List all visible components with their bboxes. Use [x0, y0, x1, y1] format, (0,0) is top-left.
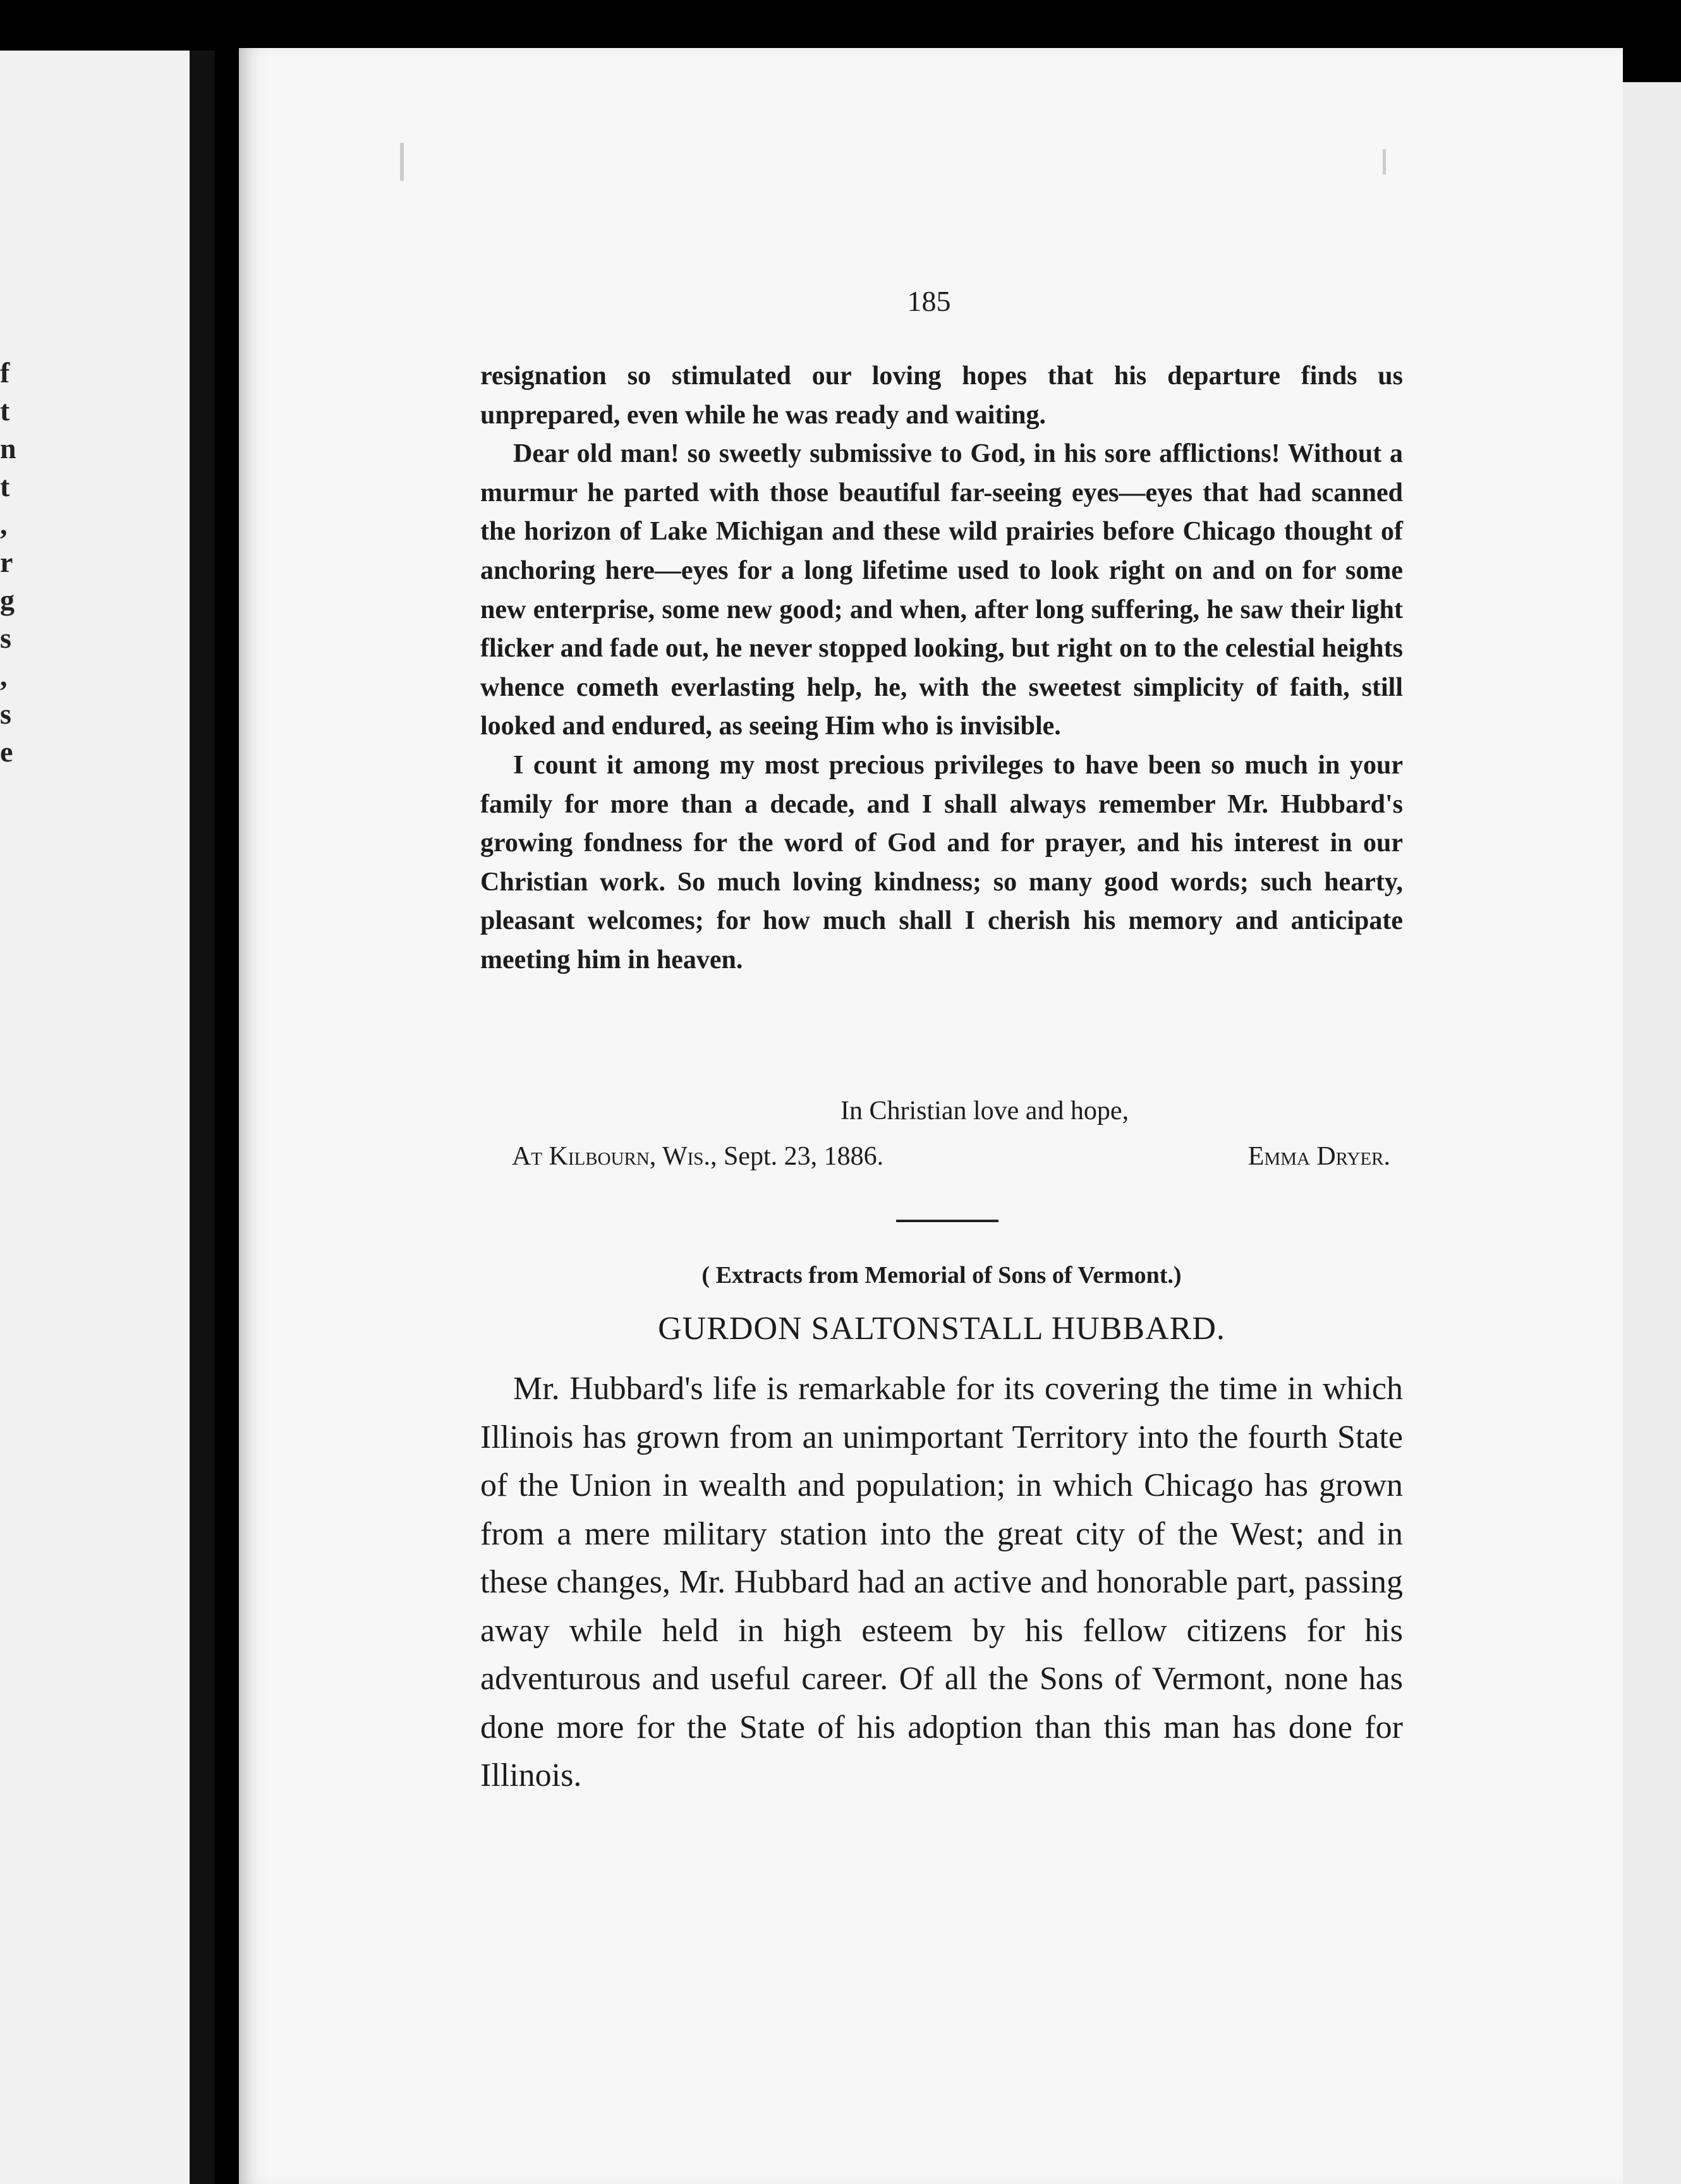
letter-paragraph: I count it among my most precious privileges to have been so much in your family for more than a decade, and I shall always remember Mr. Hubbard's growing fondness for the word of God and for prayer, and his interest in our Christian work. So much loving kindness; so many good words; such hearty, pleasant welcomes; for how much shall I cherish his memory and anticipate meeting him in heaven.	[480, 750, 1403, 974]
left-fragment: e	[0, 736, 13, 768]
section-title: GURDON SALTONSTALL HUBBARD.	[658, 1311, 1225, 1347]
left-fragment: g	[0, 584, 15, 616]
place-state: , Wis.	[649, 1142, 710, 1171]
letter-paragraph: Dear old man! so sweetly submissive to God, in his sore afflictions! Without a murmur he parted with those beautiful far-seeing eyes—eyes that had scanned the horizon of Lake Michigan and these wild prairies before Chicago thought of anchoring here—eyes for a long lifetime used to look right on and on for some new enterprise, some new good; and when, after long suffering, he saw their light flicker and fade out, he never stopped looking, but right on to the celestial heights whence cometh everlasting help, he, with the sweetest simplicity of faith, still looked and endured, as seeing Him who is invisible.	[480, 439, 1403, 741]
letter-date: , Sept. 23, 1886.	[710, 1142, 884, 1171]
memorial-paragraph: Mr. Hubbard's life is remarkable for its covering the time in which Illinois has grown from an unimportant Territory into the fourth State of the Union in wealth and population; in which Chicago has grown from a mere military station into the great city of the West; and in these changes, Mr. Hubbard had an active and honorable part, passing away while held in high esteem by his fellow citizens for his adventurous and useful career. Of all the Sons of Vermont, none has done more for the State of his adoption than this man has done for Illinois.	[480, 1371, 1403, 1793]
memorial-body	[480, 1365, 1403, 1800]
letter-paragraph: resignation so stimulated our loving hopes that his departure finds us unprepared, even while he was ready and waiting.	[480, 361, 1403, 430]
dateline	[512, 1138, 883, 1176]
paper-mark	[400, 143, 404, 181]
signature: Emma Dryer.	[1247, 1142, 1390, 1171]
letter-body	[480, 357, 1403, 980]
left-fragment: r	[0, 546, 13, 578]
section-divider	[896, 1220, 998, 1222]
left-fragment: s	[0, 698, 11, 730]
left-page	[0, 51, 190, 2184]
left-fragment: f	[0, 356, 10, 389]
left-fragment: ,	[0, 508, 8, 540]
place-name: Kilbourn	[549, 1142, 650, 1171]
page-number: 185	[907, 285, 951, 317]
left-fragment: n	[0, 432, 16, 464]
signature-line	[512, 1138, 1390, 1176]
book-gutter	[190, 51, 215, 2184]
left-page-text-fragments	[0, 354, 14, 771]
extract-note: ( Extracts from Memorial of Sons of Vermont.)	[701, 1262, 1182, 1289]
left-fragment: s	[0, 622, 11, 654]
left-fragment: t	[0, 470, 10, 502]
left-fragment: t	[0, 394, 10, 427]
letter-closing: In Christian love and hope,	[841, 1096, 1129, 1125]
left-fragment: ,	[0, 660, 8, 692]
paper-mark	[1383, 149, 1386, 174]
place-prefix: At	[512, 1142, 549, 1171]
